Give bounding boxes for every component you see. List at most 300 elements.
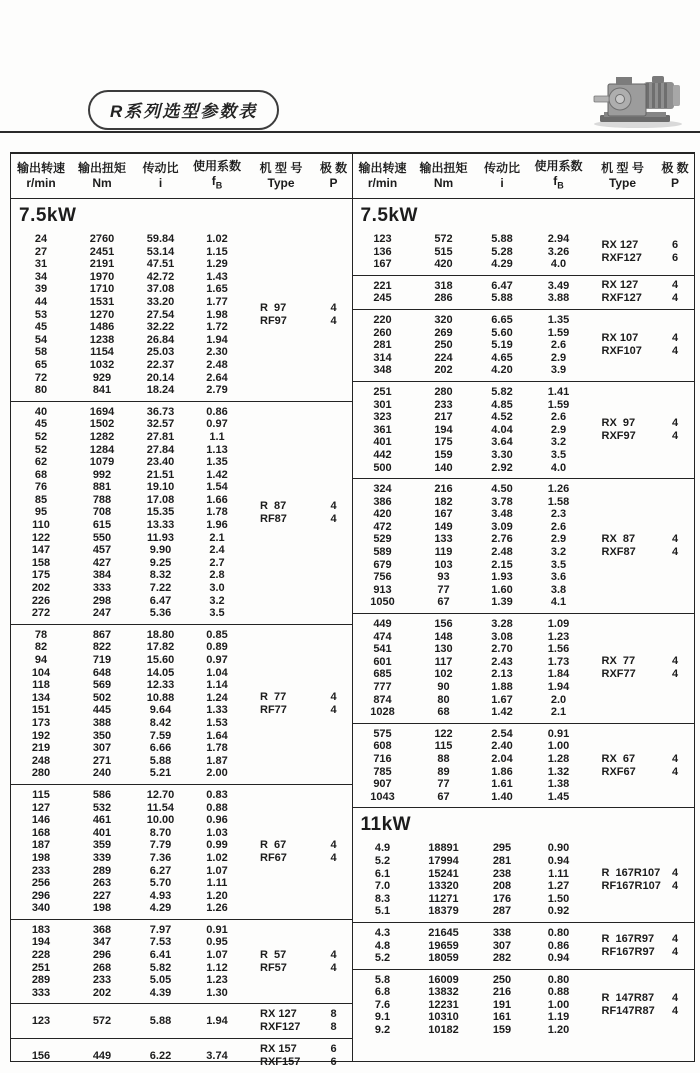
- cell-output-torque: 1238: [89, 333, 115, 346]
- data-row: [11, 283, 352, 296]
- col-service-factor: 使用系数 $f_B$: [192, 158, 241, 191]
- cell-output-torque: 11271: [428, 892, 459, 905]
- cell-output-speed: 85: [34, 493, 48, 506]
- data-row: [11, 607, 352, 620]
- type-block: [11, 402, 352, 625]
- cell-output-torque: 130: [434, 643, 453, 656]
- cell-service-factor: 0.83: [206, 788, 228, 801]
- type-line: [246, 513, 351, 526]
- cell-output-speed: 256: [31, 877, 51, 890]
- data-row: [353, 399, 695, 412]
- type-block: [353, 838, 695, 923]
- cell-ratio: 3.28: [491, 618, 513, 631]
- type-line: [246, 962, 351, 975]
- type-line: [588, 533, 693, 546]
- pole-count: 4: [671, 546, 679, 559]
- cell-output-speed: 68: [34, 468, 48, 481]
- data-row: [353, 694, 695, 707]
- cell-service-factor: 0.97: [206, 418, 228, 431]
- data-row: [11, 717, 352, 730]
- cell-output-torque: 17994: [428, 854, 459, 867]
- cell-ratio: 9.64: [149, 704, 172, 717]
- cell-service-factor: 1.94: [206, 333, 228, 346]
- type-line: [246, 1021, 351, 1034]
- cell-service-factor: 2.6: [550, 339, 567, 352]
- col-poles: 极 数 P: [661, 161, 689, 190]
- cell-ratio: 159: [492, 1024, 512, 1037]
- cell-output-speed: 147: [31, 544, 51, 557]
- pole-count: 4: [330, 499, 337, 512]
- data-row: [11, 730, 352, 743]
- type-designations: [246, 839, 351, 865]
- pole-count: 4: [671, 279, 679, 292]
- data-row: [353, 842, 695, 855]
- cell-ratio: 282: [492, 952, 512, 965]
- data-row: [11, 544, 352, 557]
- cell-service-factor: 3.8: [550, 583, 567, 596]
- cell-output-torque: 286: [434, 292, 453, 305]
- cell-output-speed: 127: [31, 801, 51, 814]
- cell-output-torque: 227: [92, 889, 112, 902]
- data-row: [11, 936, 352, 949]
- cell-output-speed: 500: [373, 461, 392, 474]
- cell-output-torque: 401: [92, 826, 112, 839]
- cell-output-torque: 445: [92, 704, 112, 717]
- cell-output-speed: 104: [31, 666, 51, 679]
- cell-output-torque: 148: [434, 630, 453, 643]
- cell-ratio: 9.25: [149, 556, 172, 569]
- cell-ratio: 6.47: [491, 279, 513, 292]
- cell-output-speed: 76: [34, 481, 48, 494]
- type-line: [588, 992, 693, 1005]
- cell-output-speed: 1043: [370, 790, 395, 803]
- cell-service-factor: 2.6: [550, 411, 567, 424]
- cell-output-speed: 136: [373, 245, 392, 258]
- cell-output-speed: 134: [31, 691, 51, 704]
- cell-output-torque: 182: [434, 495, 453, 508]
- type-line: [588, 417, 693, 430]
- cell-ratio: 1.61: [491, 778, 513, 791]
- left-table-header: [11, 154, 352, 199]
- cell-ratio: 8.42: [149, 716, 172, 729]
- cell-output-speed: 27: [34, 245, 48, 258]
- cell-ratio: 33.20: [146, 295, 175, 308]
- cell-output-speed: 324: [373, 483, 392, 496]
- cell-output-speed: 6.1: [374, 867, 391, 880]
- data-row: [11, 233, 352, 246]
- data-row: [11, 582, 352, 595]
- data-row: [353, 496, 695, 509]
- data-row: [11, 456, 352, 469]
- cell-output-speed: 95: [34, 506, 48, 519]
- cell-service-factor: 0.92: [547, 905, 570, 918]
- cell-output-torque: 929: [92, 371, 112, 384]
- cell-ratio: 5.88: [149, 754, 172, 767]
- data-row: [11, 814, 352, 827]
- cell-output-speed: 5.1: [374, 905, 391, 918]
- data-row: [11, 679, 352, 692]
- cell-ratio: 216: [492, 986, 512, 999]
- cell-output-torque: 569: [92, 679, 112, 692]
- data-row: [353, 778, 695, 791]
- cell-service-factor: 1.09: [547, 618, 570, 631]
- cell-ratio: 2.48: [491, 546, 513, 559]
- cell-ratio: 2.40: [491, 740, 513, 753]
- cell-output-torque: 586: [92, 788, 112, 801]
- cell-service-factor: 2.64: [206, 371, 228, 384]
- cell-ratio: 3.30: [491, 448, 513, 461]
- cell-service-factor: 1.07: [206, 949, 228, 962]
- type-designations: [588, 417, 693, 443]
- cell-output-torque: 115: [434, 740, 453, 753]
- model-type-label: RX 97: [601, 417, 636, 430]
- cell-output-speed: 716: [373, 752, 392, 765]
- cell-service-factor: 4.0: [550, 461, 567, 474]
- gear-reducer-photo: [586, 68, 690, 130]
- cell-service-factor: 1.87: [206, 754, 228, 767]
- pole-count: 4: [671, 430, 679, 443]
- pole-count: 4: [671, 765, 679, 778]
- cell-output-torque: 502: [92, 691, 112, 704]
- cell-output-torque: 1282: [89, 430, 115, 443]
- cell-output-speed: 260: [373, 326, 392, 339]
- cell-output-speed: 80: [34, 384, 48, 397]
- cell-output-torque: 149: [434, 520, 453, 533]
- cell-output-torque: 133: [434, 533, 453, 546]
- cell-service-factor: 1.59: [547, 398, 570, 411]
- cell-ratio: 4.50: [491, 483, 513, 496]
- type-line: [246, 691, 351, 704]
- cell-ratio: 287: [492, 905, 512, 918]
- type-block: [353, 970, 695, 1041]
- model-type-label: RX 67: [601, 752, 636, 765]
- cell-output-torque: 318: [434, 279, 453, 292]
- model-type-label: RXF87: [601, 546, 636, 559]
- cell-service-factor: 3.6: [550, 571, 567, 584]
- cell-service-factor: 3.2: [550, 436, 567, 449]
- type-designations: [588, 279, 693, 305]
- type-line: [246, 302, 351, 315]
- type-designations: [588, 332, 693, 358]
- cell-ratio: 4.85: [491, 398, 513, 411]
- cell-output-speed: 4.8: [374, 939, 391, 952]
- cell-output-torque: 339: [92, 851, 112, 864]
- cell-service-factor: 3.88: [547, 292, 570, 305]
- type-line: [246, 704, 351, 717]
- cell-output-torque: 93: [437, 571, 450, 584]
- model-type-label: RF57: [260, 961, 287, 974]
- cell-ratio: 2.04: [491, 752, 513, 765]
- model-type-label: R 67: [260, 838, 287, 851]
- cell-output-speed: 785: [373, 765, 392, 778]
- cell-ratio: 281: [492, 854, 512, 867]
- type-designations: [588, 933, 693, 959]
- pole-count: 4: [671, 332, 679, 345]
- cell-ratio: 4.52: [491, 411, 513, 424]
- cell-service-factor: 0.97: [206, 654, 228, 666]
- cell-service-factor: 1.78: [206, 742, 228, 755]
- cell-service-factor: 1.02: [206, 233, 228, 245]
- cell-output-speed: 52: [34, 430, 48, 443]
- data-row: [353, 791, 695, 804]
- data-row: [353, 706, 695, 719]
- cell-service-factor: 1.19: [547, 1011, 570, 1024]
- cell-output-speed: 221: [373, 279, 392, 292]
- cell-ratio: 42.72: [146, 270, 175, 283]
- data-row: [11, 629, 352, 642]
- cell-ratio: 295: [492, 842, 512, 855]
- pole-count: 4: [671, 752, 679, 765]
- cell-output-speed: 679: [373, 558, 392, 571]
- cell-service-factor: 0.95: [206, 936, 228, 949]
- type-block: [11, 785, 352, 920]
- cell-output-torque: 320: [434, 313, 453, 326]
- data-row: [353, 631, 695, 644]
- pole-count: 4: [330, 512, 337, 525]
- cell-output-torque: 10182: [428, 1024, 459, 1037]
- cell-service-factor: 3.2: [550, 546, 567, 559]
- model-type-label: RF167R107: [601, 880, 661, 893]
- type-line: [246, 949, 351, 962]
- cell-service-factor: 0.89: [206, 641, 228, 654]
- cell-service-factor: 1.1: [209, 430, 225, 443]
- pole-count: 4: [671, 867, 679, 880]
- cell-service-factor: 1.15: [206, 245, 228, 258]
- cell-ratio: 208: [492, 880, 512, 893]
- data-row: [353, 571, 695, 584]
- cell-output-torque: 881: [92, 481, 112, 494]
- cell-service-factor: 1.00: [547, 998, 570, 1011]
- cell-output-torque: 140: [434, 461, 453, 474]
- data-row: [11, 667, 352, 680]
- cell-output-torque: 10310: [428, 1011, 459, 1024]
- cell-ratio: 1.93: [491, 571, 513, 584]
- cell-output-torque: 89: [437, 765, 450, 778]
- type-block: [11, 625, 352, 785]
- cell-ratio: 1.42: [491, 706, 513, 719]
- data-row: [353, 584, 695, 597]
- cell-output-speed: 4.9: [374, 842, 391, 855]
- cell-ratio: 4.93: [149, 889, 172, 902]
- parameter-tables: [10, 152, 695, 1069]
- cell-ratio: 3.64: [491, 436, 513, 449]
- cell-service-factor: 1.42: [206, 468, 228, 481]
- cell-output-speed: 756: [373, 571, 392, 584]
- data-row: [353, 521, 695, 534]
- cell-ratio: 26.84: [146, 333, 175, 346]
- cell-output-speed: 198: [31, 851, 51, 864]
- cell-output-torque: 233: [434, 398, 453, 411]
- cell-service-factor: 2.4: [209, 544, 225, 557]
- model-type-label: RF97: [260, 314, 287, 327]
- cell-output-speed: 156: [31, 1050, 51, 1063]
- model-type-label: RXF67: [601, 765, 636, 778]
- cell-ratio: 176: [492, 892, 512, 905]
- type-block: [353, 310, 695, 382]
- data-row: [353, 462, 695, 475]
- cell-service-factor: 0.91: [547, 727, 570, 740]
- cell-output-speed: 123: [31, 1015, 51, 1028]
- cell-output-torque: 368: [92, 923, 112, 936]
- cell-ratio: 20.14: [146, 371, 175, 384]
- cell-output-torque: 2451: [89, 245, 115, 258]
- cell-service-factor: 4.0: [550, 258, 567, 271]
- cell-service-factor: 1.33: [206, 704, 228, 717]
- type-block: [353, 229, 695, 276]
- model-type-label: RX 87: [601, 533, 636, 546]
- cell-output-speed: 219: [31, 742, 51, 755]
- pole-count: 4: [671, 345, 679, 358]
- type-designations: [246, 691, 351, 717]
- cell-service-factor: 3.74: [206, 1050, 228, 1063]
- cell-service-factor: 1.23: [547, 630, 570, 643]
- cell-service-factor: 3.5: [550, 558, 567, 571]
- type-designations: [588, 753, 693, 779]
- data-row: [11, 755, 352, 768]
- pole-count: 4: [330, 851, 337, 864]
- cell-output-torque: 119: [434, 546, 453, 559]
- cell-output-speed: 192: [31, 729, 51, 742]
- cell-output-speed: 1028: [370, 706, 395, 719]
- cell-output-speed: 9.1: [374, 1011, 391, 1024]
- cell-output-speed: 608: [373, 740, 392, 753]
- cell-ratio: 21.51: [146, 468, 175, 481]
- cell-output-torque: 67: [437, 596, 450, 609]
- cell-output-torque: 572: [92, 1015, 112, 1028]
- data-row: [11, 384, 352, 397]
- cell-service-factor: 0.85: [206, 628, 228, 641]
- cell-ratio: 25.03: [146, 346, 175, 359]
- cell-ratio: 1.40: [491, 790, 513, 803]
- cell-service-factor: 0.80: [547, 926, 570, 939]
- cell-output-speed: 301: [373, 398, 392, 411]
- type-line: [246, 500, 351, 513]
- cell-service-factor: 1.66: [206, 493, 228, 506]
- cell-output-torque: 420: [434, 258, 453, 271]
- cell-service-factor: 1.20: [547, 1024, 570, 1037]
- cell-service-factor: 1.14: [206, 679, 228, 692]
- right-table: [353, 154, 695, 1061]
- type-designations: [588, 655, 693, 681]
- cell-ratio: 53.14: [146, 245, 175, 258]
- cell-output-speed: 474: [373, 630, 392, 643]
- model-type-label: R 57: [260, 948, 287, 961]
- pole-count: 4: [330, 704, 337, 717]
- cell-output-torque: 77: [437, 583, 450, 596]
- cell-ratio: 14.05: [146, 666, 175, 679]
- cell-output-speed: 146: [31, 814, 51, 827]
- cell-output-torque: 384: [92, 569, 112, 582]
- pole-count: 4: [330, 314, 337, 327]
- cell-ratio: 338: [492, 926, 512, 939]
- data-row: [11, 258, 352, 271]
- cell-output-speed: 529: [373, 533, 392, 546]
- cell-service-factor: 2.48: [206, 358, 228, 371]
- cell-service-factor: 1.43: [206, 270, 228, 283]
- cell-output-torque: 12231: [428, 998, 459, 1011]
- cell-output-torque: 194: [434, 423, 453, 436]
- cell-ratio: 1.88: [491, 681, 513, 693]
- page-title: [88, 90, 279, 130]
- cell-output-speed: 173: [31, 716, 51, 729]
- cell-output-speed: 34: [34, 270, 48, 283]
- cell-ratio: 250: [492, 973, 512, 986]
- cell-output-speed: 5.2: [374, 952, 391, 965]
- cell-service-factor: 1.11: [548, 867, 569, 880]
- model-type-label: RXF97: [601, 430, 636, 443]
- cell-output-speed: 54: [34, 333, 48, 346]
- cell-ratio: 191: [492, 998, 512, 1011]
- cell-output-speed: 5.2: [374, 854, 391, 867]
- cell-ratio: 15.60: [146, 654, 175, 666]
- cell-output-speed: 281: [373, 339, 392, 352]
- col-torque: 输出扭矩 Nm: [419, 161, 468, 190]
- type-block: [11, 1004, 352, 1039]
- cell-ratio: 5.70: [149, 877, 172, 890]
- model-type-label: R 97: [260, 301, 287, 314]
- model-type-label: R 167R107: [601, 867, 661, 880]
- cell-output-torque: 347: [92, 936, 112, 949]
- cell-service-factor: 1.72: [206, 321, 228, 334]
- cell-output-speed: 6.8: [374, 986, 391, 999]
- cell-output-speed: 226: [31, 594, 51, 607]
- data-row: [11, 346, 352, 359]
- cell-service-factor: 0.90: [547, 842, 570, 855]
- cell-output-torque: 1079: [89, 456, 115, 469]
- type-line: [246, 1056, 351, 1069]
- type-line: [588, 933, 693, 946]
- cell-output-torque: 156: [434, 618, 453, 631]
- model-type-label: RX 77: [601, 655, 636, 668]
- data-row: [11, 246, 352, 259]
- cell-output-torque: 198: [92, 902, 112, 915]
- cell-ratio: 6.47: [149, 594, 172, 607]
- cell-output-speed: 333: [31, 986, 51, 999]
- data-row: [11, 890, 352, 903]
- cell-output-speed: 24: [34, 233, 48, 245]
- type-block: [353, 724, 695, 809]
- cell-output-torque: 719: [92, 654, 112, 666]
- type-line: [246, 1043, 351, 1056]
- cell-service-factor: 0.80: [547, 973, 570, 986]
- data-row: [11, 974, 352, 987]
- cell-output-speed: 58: [34, 346, 48, 359]
- cell-service-factor: 2.9: [550, 423, 567, 436]
- data-row: [353, 618, 695, 631]
- data-row: [353, 559, 695, 572]
- model-type-label: RXF127: [601, 251, 642, 264]
- type-designations: [588, 992, 693, 1018]
- pole-count: 6: [671, 251, 679, 264]
- col-speed: 输出转速 r/min: [358, 161, 407, 190]
- cell-service-factor: 1.65: [206, 283, 228, 296]
- cell-output-torque: 216: [434, 483, 453, 496]
- cell-service-factor: 1.38: [547, 778, 570, 791]
- pole-count: 4: [671, 992, 679, 1005]
- data-row: [11, 902, 352, 915]
- cell-ratio: 5.19: [491, 339, 513, 352]
- cell-output-speed: 45: [34, 321, 48, 334]
- header-divider: [0, 131, 700, 133]
- cell-service-factor: 2.3: [550, 508, 567, 521]
- cell-output-torque: 80: [437, 693, 450, 706]
- type-block: [11, 229, 352, 402]
- cell-output-torque: 1710: [89, 283, 115, 296]
- cell-output-speed: 62: [34, 456, 48, 469]
- data-row: [11, 334, 352, 347]
- cell-output-speed: 94: [34, 654, 48, 666]
- pole-count: 6: [671, 238, 679, 251]
